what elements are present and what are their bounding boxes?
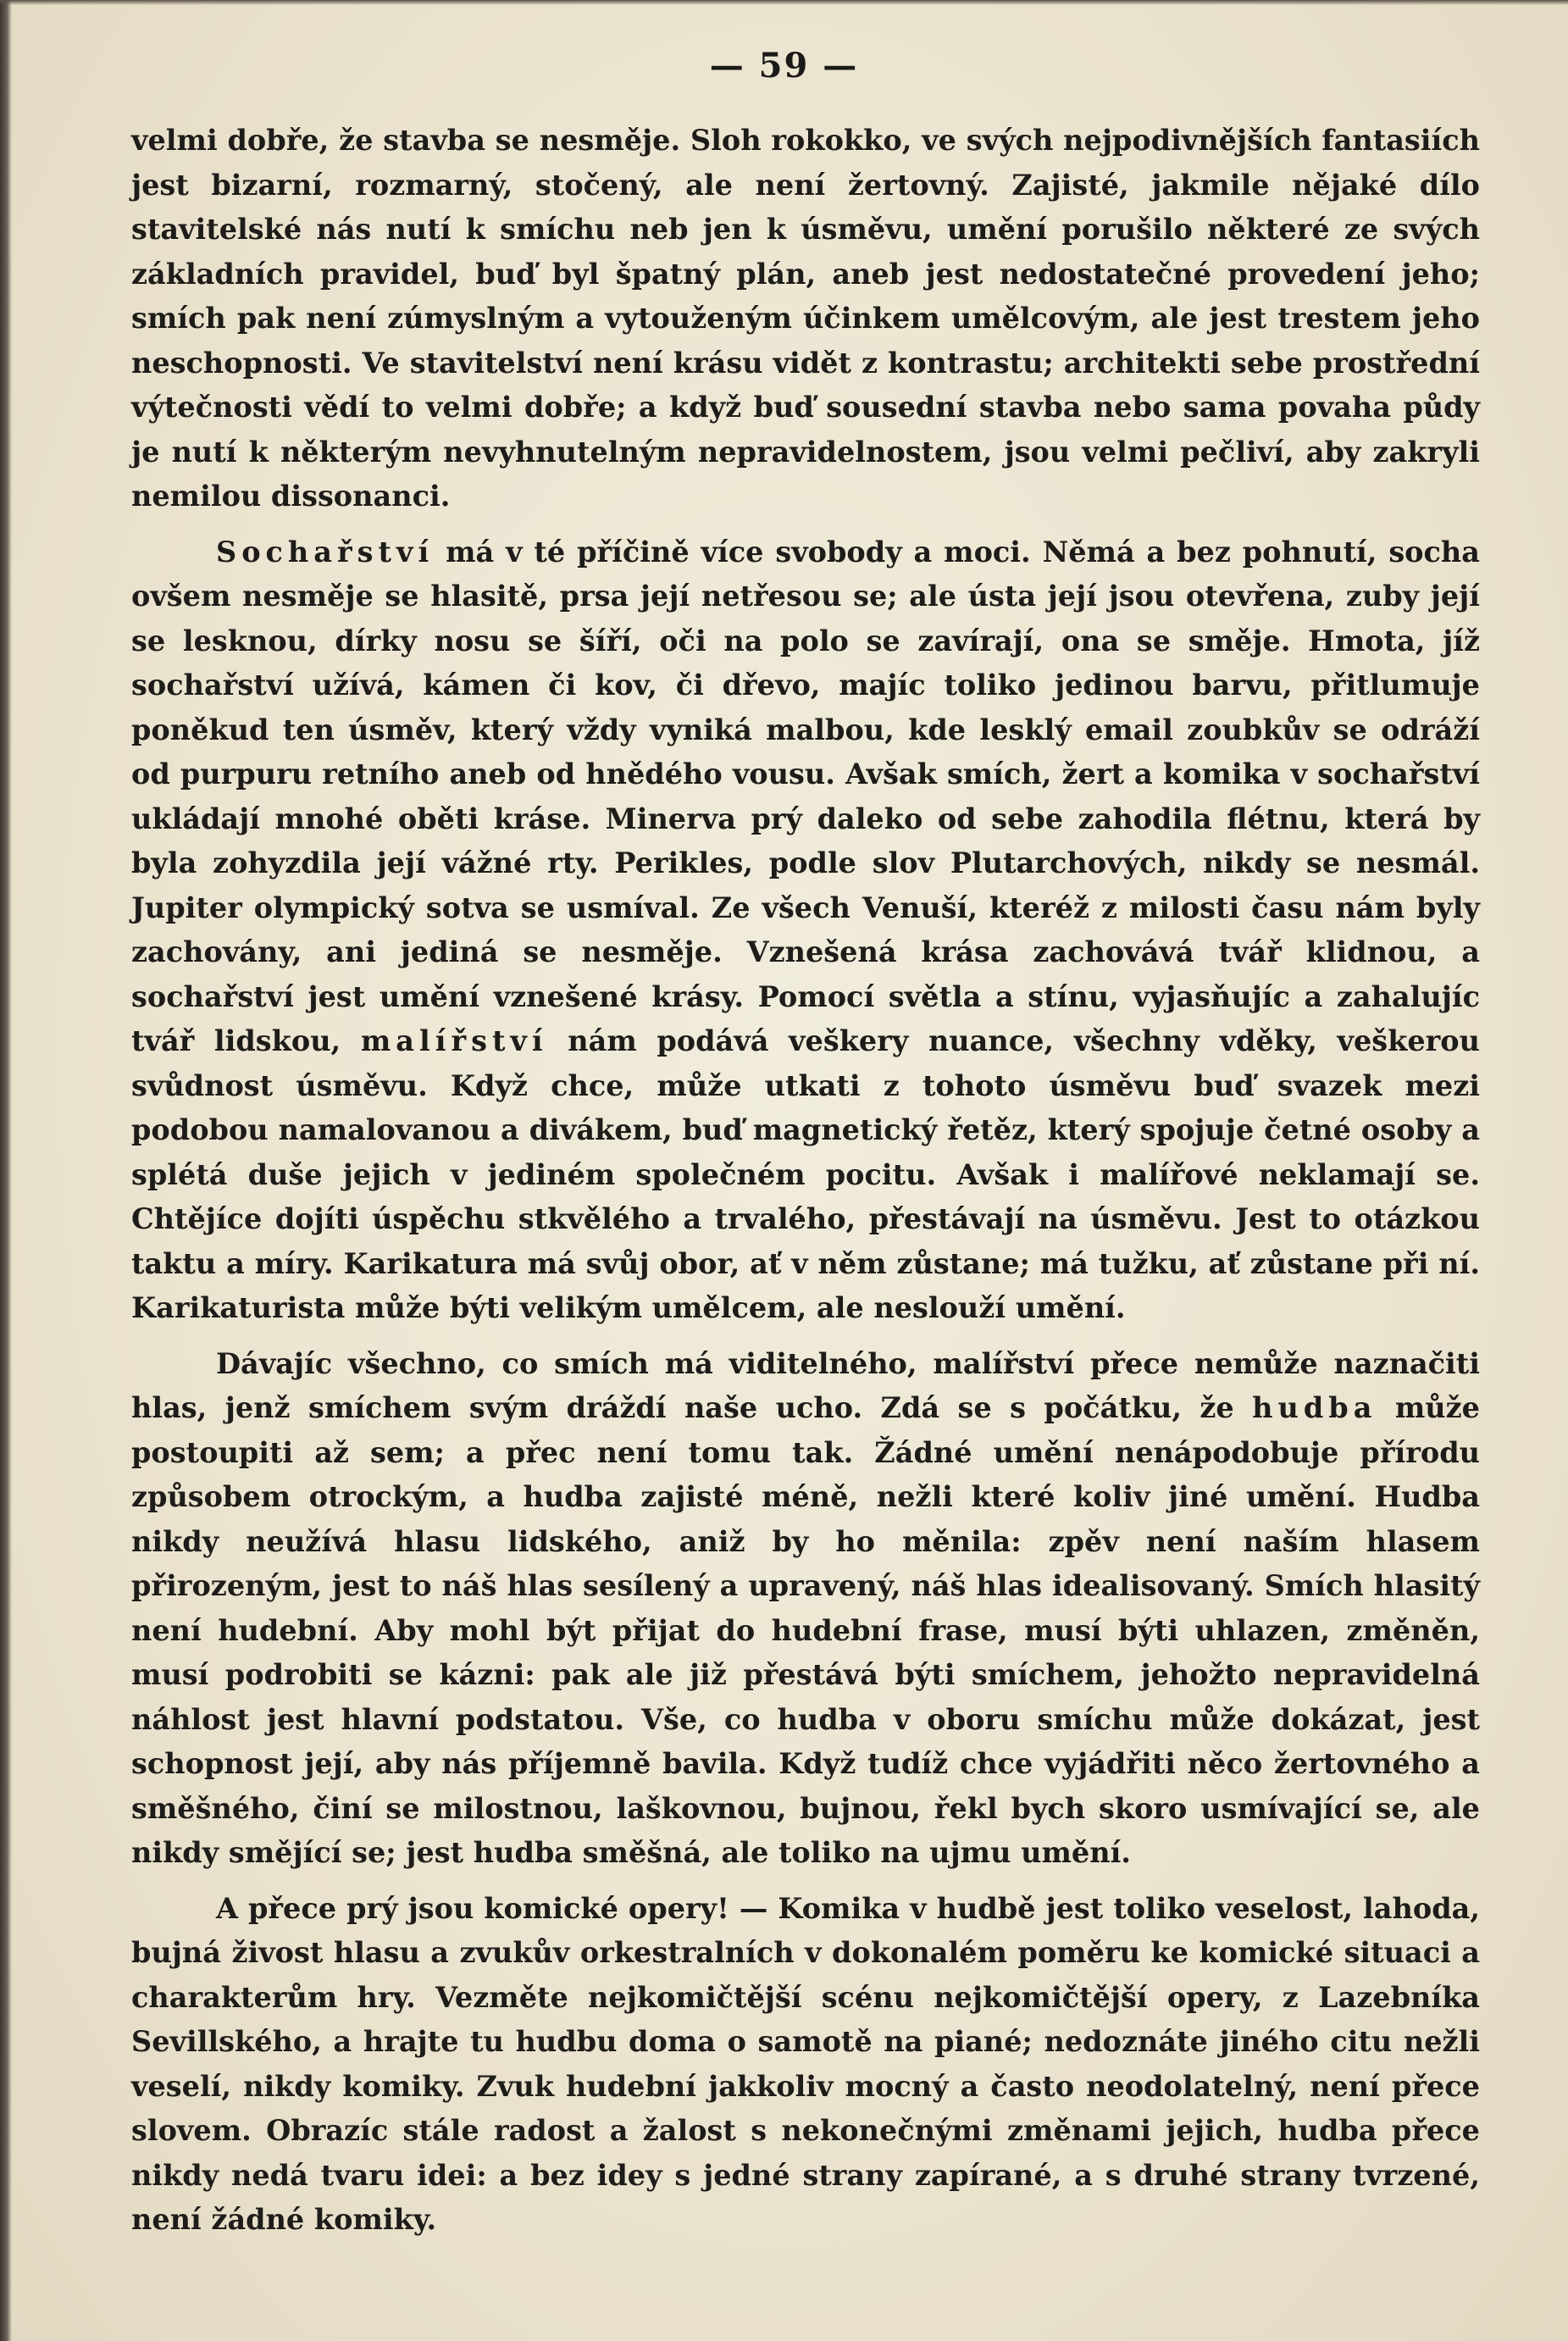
page-top-shadow bbox=[0, 0, 1568, 5]
paragraph-2-part-a: má v té příčině více svobody a moci. Němá a bez pohnutí, socha ovšem nesměje se hlasitě, prsa její netřesou se; ale ústa její jsou otevřena, zuby její se lesknou, dírky nosu se šíří, oči na polo se zavírají, ona se směje. Hmota, jíž sochařství užívá, kámen či kov, či dřevo, majíc toliko jedinou barvu, přitlumuje poněkud ten úsměv, který vždy vyniká malbou, kde lesklý email zoubkův se odráží od purpuru retního aneb od hnědého vousu. Avšak smích, žert a komika v sochařství ukládají mnohé oběti kráse. Minerva prý daleko od sebe zahodila flétnu, která by byla zohyzdila její vážné rty. Perikles, podle slov Plutarchových, nikdy se nesmál. Jupiter olympický sotva se usmíval. Ze všech Venuší, kteréž z milosti času nám byly zachovány, ani jediná se nesměje. Vznešená krása zachovává tvář klidnou, a sochařství jest umění vznešené krásy. Pomocí světla a stínu, vyjasňujíc a zahalujíc tvář lidskou, bbox=[131, 535, 1480, 1057]
page-edge-shadow bbox=[0, 0, 12, 2341]
spaced-term-hudba: hudba bbox=[1252, 1391, 1377, 1424]
paragraph-3 bbox=[131, 1342, 1480, 1876]
body-text bbox=[131, 119, 1480, 2243]
paragraph-4: A přece prý jsou komické opery! — Komika v hudbě jest toliko veselost, lahoda, bujná živost hlasu a zvukův orkestralních v dokonalém poměru ke komické situaci a charakterům hry. Vezměte nejkomičtější scénu nejkomičtější opery, z Lazebníka Sevillského, a hrajte tu hudbu doma o samotě na piané; nedoznáte jiného citu nežli veselí, nikdy komiky. Zvuk hudební jakkoliv mocný a často neodolatelný, není přece slovem. Obrazíc stále radost a žalost s nekonečnými změnami jejich, hudba přece nikdy nedá tvaru idei: a bez idey s jedné strany zapírané, a s druhé strany tvrzené, není žádné komiky. bbox=[131, 1891, 1480, 2236]
paragraph-3-part-a: Dávajíc všechno, co smích má viditelného, malířství přece nemůže naznačiti hlas, jenž smíchem svým dráždí naše ucho. Zdá se s počátku, že bbox=[131, 1346, 1480, 1424]
paragraph-2-part-b: nám podává veškery nuance, všechny vděky, veškerou svůdnost úsměvu. Když chce, může utkati z tohoto úsměvu buď svazek mezi podobou namalovanou a divákem, buď magnetický řetěz, který spojuje četné osoby a splétá duše jejich v jediném společném pocitu. Avšak i malířové neklamají se. Chtějíce dojíti úspěchu stkvělého a trvalého, přestávají na úsměvu. Jest to otázkou taktu a míry. Karikatura má svůj obor, ať v něm zůstane; má tužku, ať zůstane při ní. Karikaturista může býti velikým umělcem, ale neslouží umění. bbox=[131, 1024, 1480, 1324]
spaced-term-malířství: malířství bbox=[360, 1024, 548, 1057]
spaced-term-sochařství: Sochařství bbox=[216, 535, 435, 569]
paragraph-3-part-b: může postoupiti až sem; a přec není tomu tak. Žádné umění nenápodobuje přírodu způsobem otrockým, a hudba zajisté méně, nežli které koliv jiné umění. Hudba nikdy neužívá hlasu lidského, aniž by ho měnila: zpěv není naším hlasem přirozeným, jest to náš hlas sesílený a upravený, náš hlas idealisovaný. Smích hlasitý není hudební. Aby mohl být přijat do hudební frase, musí býti uhlazen, změněn, musí podrobiti se kázni: pak ale již přestává býti smíchem, jehožto nepravidelná náhlost jest hlavní podstatou. Vše, co hudba v oboru smíchu může dokázat, jest schopnost její, aby nás příjemně bavila. Když tudíž chce vyjádřiti něco žertovného a směšného, činí se milostnou, laškovnou, bujnou, řekl bych skoro usmívající se, ale nikdy smějící se; jest hudba směšná, ale toliko na ujmu umění. bbox=[131, 1391, 1480, 1869]
paragraph-1: velmi dobře, že stavba se nesměje. Sloh rokokko, ve svých nejpodivnějších fantasiích jest bizarní, rozmarný, stočený, ale není žertovný. Zajisté, jakmile nějaké dílo stavitelské nás nutí k smíchu neb jen k úsměvu, umění porušilo některé ze svých základních pravidel, buď byl špatný plán, aneb jest nedostatečné provedení jeho; smích pak není zúmyslným a vytouženým účinkem umělcovým, ale jest trestem jeho neschopnosti. Ve stavitelství není krásu vidět z kontrastu; architekti sebe prostřední výtečnosti vědí to velmi dobře; a když buď sousední stavba nebo sama povaha půdy je nutí k některým nevyhnutelným nepravidelnostem, jsou velmi pečliví, aby zakryli nemilou dissonanci. bbox=[131, 124, 1480, 513]
page-number: — 59 — bbox=[709, 46, 859, 86]
paragraph-2 bbox=[131, 530, 1480, 1331]
